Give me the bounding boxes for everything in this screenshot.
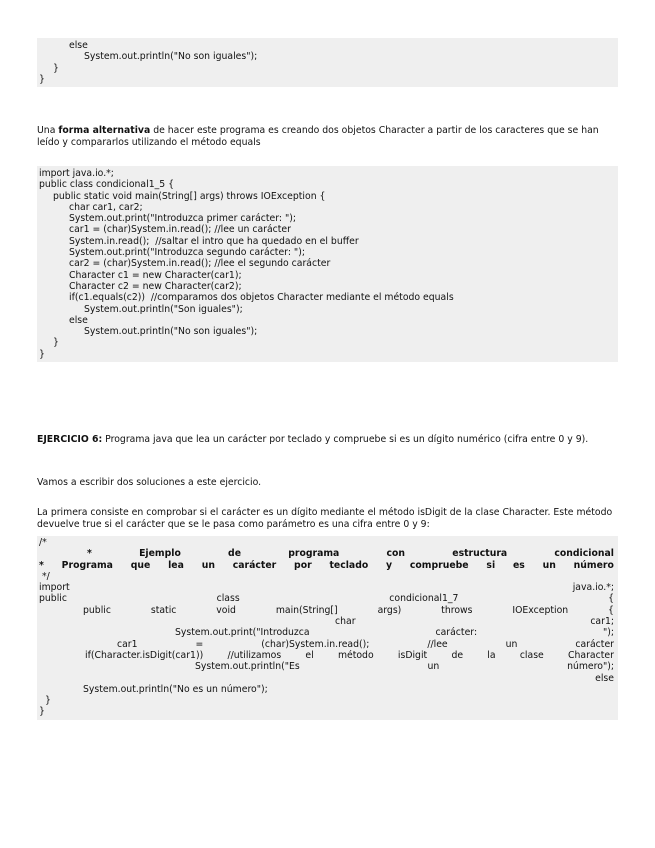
code-word: programa: [288, 548, 340, 560]
import-line: [39, 582, 618, 593]
code-word: un: [542, 559, 556, 571]
code-word: args): [377, 604, 402, 616]
code-line: System.out.println("No son iguales");: [84, 51, 258, 63]
exercise-label: EJERCICIO 6:: [37, 434, 103, 445]
code-word: es: [512, 559, 525, 571]
code-line: else: [69, 40, 88, 51]
code-line: car2 = (char)System.in.read(); //lee el segundo carácter: [69, 258, 331, 270]
close-method: }: [45, 695, 51, 707]
code-word: método: [337, 649, 374, 661]
paragraph-first-solution: La primera consiste en comprobar si el carácter es un dígito mediante el método isDigit de la clase Character. Este método devuelve true si el carácter que se le pasa como parámetro es una cifra entre 0 y 9:: [37, 507, 613, 530]
code-line: System.in.read(); //saltar el intro que ha quedado en el buffer: [69, 235, 359, 247]
code-line: System.out.print("Introduzca segundo carácter: ");: [69, 247, 305, 259]
code-word: car1;: [590, 616, 614, 628]
code-word: isDigit: [397, 649, 428, 661]
code-lines: [39, 168, 618, 360]
code-word: número: [573, 559, 614, 571]
class-line: [39, 593, 618, 604]
code-block-bottom: [37, 536, 618, 720]
code-word: *: [39, 559, 44, 571]
code-word: char: [335, 616, 356, 628]
isdigit-line: [39, 650, 618, 661]
code-line: }: [53, 62, 59, 74]
code-word: System.out.println("Es: [195, 661, 300, 673]
code-word: de: [451, 649, 464, 661]
code-word: condicional: [554, 548, 614, 560]
code-word: java.io.*;: [572, 582, 614, 594]
code-word: compruebe: [409, 559, 469, 571]
code-word: ");: [602, 627, 614, 639]
code-word: else: [595, 672, 614, 684]
para-pre: Una: [37, 125, 59, 136]
code-word: {: [608, 604, 614, 616]
code-word: por: [294, 559, 312, 571]
code-word: carácter: [232, 559, 277, 571]
code-word: //utilizamos: [227, 649, 282, 661]
code-word: car1: [117, 638, 138, 650]
code-word: //lee: [427, 638, 448, 650]
else-line: [39, 673, 618, 684]
code-word: que: [130, 559, 151, 571]
code-line: System.out.print("Introduzca primer carácter: ");: [69, 213, 297, 225]
code-word: IOException: [512, 604, 569, 616]
main-line: [39, 605, 618, 616]
code-word: el: [305, 649, 314, 661]
code-line: }: [53, 337, 59, 349]
code-word: static: [150, 604, 177, 616]
exercise-text: Programa java que lea un carácter por teclado y compruebe si es un dígito numérico (cifra entre 0 y 9).: [102, 434, 589, 445]
paragraph-alternative: [37, 125, 622, 149]
code-word: throws: [441, 604, 473, 616]
code-line: if(c1.equals(c2)) //comparamos dos objetos Character mediante el método equals: [69, 292, 454, 304]
code-word: un: [201, 559, 215, 571]
code-line: Character c2 = new Character(car2);: [69, 280, 242, 292]
code-word: System.out.print("Introduzca: [175, 627, 310, 639]
code-word: número");: [567, 661, 614, 673]
code-lines: [39, 40, 618, 85]
comment-line-program: [39, 560, 618, 571]
read-line: [39, 639, 618, 650]
code-line: else: [69, 314, 88, 326]
code-line: public class condicional1_5 {: [39, 179, 175, 191]
code-word: =: [195, 638, 204, 650]
code-word: si: [486, 559, 496, 571]
println-no-line: System.out.println("No es un número");: [83, 683, 268, 695]
code-block-middle: [37, 166, 618, 362]
code-word: la: [487, 649, 496, 661]
code-word: public: [39, 593, 67, 605]
code-block-top: [37, 38, 618, 87]
code-word: un: [427, 661, 440, 673]
code-word: con: [386, 548, 406, 560]
code-word: clase: [519, 649, 544, 661]
exercise-statement: [37, 434, 622, 446]
code-line: char car1, car2;: [69, 201, 143, 213]
comment-open: /*: [39, 537, 47, 548]
code-word: Character: [568, 649, 614, 661]
close-class: }: [39, 706, 45, 718]
code-line: Character c1 = new Character(car1);: [69, 269, 242, 281]
code-word: (char)System.in.read();: [261, 638, 370, 650]
comment-line-example: [39, 548, 618, 559]
paragraph-solutions: Vamos a escribir dos soluciones a este ejercicio.: [37, 477, 262, 488]
code-word: de: [228, 548, 242, 560]
code-word: public: [83, 604, 111, 616]
code-word: carácter: [575, 638, 614, 650]
print-line: [39, 627, 618, 638]
code-word: {: [608, 593, 614, 605]
code-line: }: [39, 73, 45, 85]
code-word: carácter:: [435, 627, 478, 639]
code-word: estructura: [452, 548, 508, 560]
code-word: Ejemplo: [139, 548, 181, 560]
char-line: [39, 616, 618, 627]
code-word: void: [216, 604, 236, 616]
code-word: teclado: [329, 559, 369, 571]
code-word: *: [87, 548, 92, 560]
code-line: car1 = (char)System.in.read(); //lee un carácter: [69, 224, 291, 236]
para-post: de hacer este programa es creando dos objetos Character a partir de los caracteres que se han leído y compararlos utilizando el método equals: [37, 125, 599, 148]
code-word: Programa: [61, 559, 113, 571]
code-line: }: [39, 348, 45, 360]
comment-close: */: [42, 570, 50, 582]
code-word: if(Character.isDigit(car1)): [85, 649, 204, 661]
code-word: import: [39, 582, 70, 594]
code-word: class: [216, 593, 240, 605]
code-line: System.out.println("Son iguales");: [84, 303, 243, 315]
code-line: public static void main(String[] args) throws IOException {: [53, 190, 326, 202]
code-word: lea: [168, 559, 184, 571]
code-word: main(String[]: [275, 604, 338, 616]
code-line: System.out.println("No son iguales");: [84, 326, 258, 338]
code-word: un: [505, 638, 518, 650]
code-line: import java.io.*;: [39, 168, 114, 179]
para-bold: forma alternativa: [58, 125, 151, 136]
code-word: y: [386, 559, 393, 571]
println-line: [39, 661, 618, 672]
code-word: condicional1_7: [389, 593, 459, 605]
